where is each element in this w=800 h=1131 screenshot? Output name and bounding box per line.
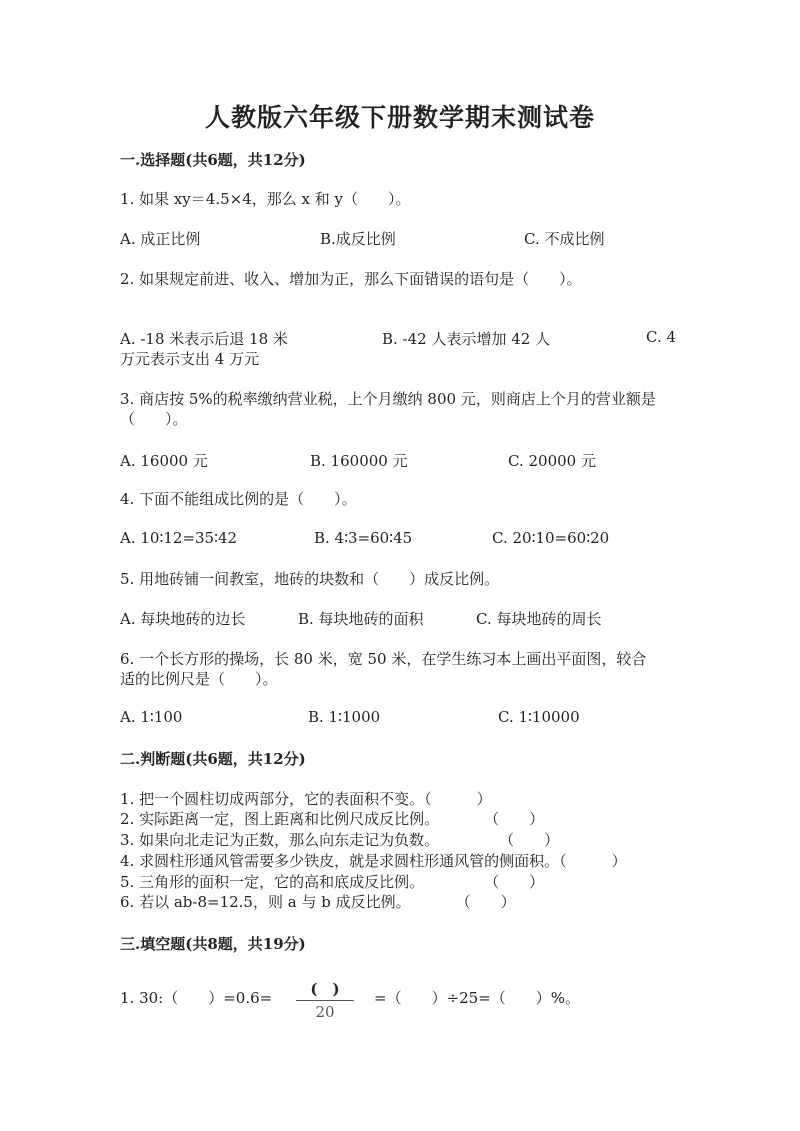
q2-option-b: B. -42 人表示增加 42 人 bbox=[382, 330, 551, 348]
q1-option-a: A. 成正比例 bbox=[120, 230, 201, 248]
tf-item-4: 4. 求圆柱形通风管需要多少铁皮，就是求圆柱形通风管的侧面积。（ ） bbox=[120, 852, 627, 870]
tf-item-1: 1. 把一个圆柱切成两部分，它的表面积不变。（ ） bbox=[120, 790, 492, 808]
section-heading-fill-blank: 三.填空题(共8题，共19分) bbox=[120, 935, 306, 953]
q6-option-c: C. 1∶10000 bbox=[498, 708, 580, 726]
q4-option-c: C. 20∶10=60∶20 bbox=[492, 529, 610, 547]
q3-option-b: B. 160000 元 bbox=[310, 452, 408, 470]
q1-option-c: C. 不成比例 bbox=[524, 230, 605, 248]
question-4: 4. 下面不能组成比例的是（ ）。 bbox=[120, 490, 357, 508]
question-6: 6. 一个长方形的操场，长 80 米，宽 50 米，在学生练习本上画出平面图，较合 bbox=[120, 650, 647, 668]
q1-option-b: B.成反比例 bbox=[320, 230, 396, 248]
q5-option-c: C. 每块地砖的周长 bbox=[476, 610, 602, 628]
tf-item-3: 3. 如果向北走记为正数，那么向东走记为负数。 （ ） bbox=[120, 831, 560, 849]
q2-option-c-continuation: 万元表示支出 4 万元 bbox=[120, 350, 260, 368]
q6-option-b: B. 1∶1000 bbox=[308, 708, 381, 726]
q6-option-a: A. 1∶100 bbox=[120, 708, 183, 726]
q4-option-b: B. 4∶3=60∶45 bbox=[314, 529, 413, 547]
q3-option-a: A. 16000 元 bbox=[120, 452, 208, 470]
section-heading-true-false: 二.判断题(共6题，共12分) bbox=[120, 750, 306, 768]
question-3: 3. 商店按 5%的税率缴纳营业税，上个月缴纳 800 元，则商店上个月的营业额是 bbox=[120, 390, 656, 408]
q5-option-b: B. 每块地砖的面积 bbox=[298, 610, 424, 628]
q2-option-c: C. 4 bbox=[646, 328, 677, 346]
q2-option-a: A. -18 米表示后退 18 米 bbox=[120, 330, 288, 348]
tf-item-6: 6. 若以 ab-8=12.5，则 a 与 b 成反比例。 （ ） bbox=[120, 893, 516, 911]
question-1: 1. 如果 xy＝4.5×4，那么 x 和 y（ ）。 bbox=[120, 190, 411, 208]
page-title: 人教版六年级下册数学期末测试卷 bbox=[204, 103, 595, 132]
fill-q1-fraction bbox=[296, 978, 354, 1021]
question-3-line2: （ ）。 bbox=[120, 410, 188, 428]
question-6-line2: 适的比例尺是（ ）。 bbox=[120, 670, 278, 688]
question-2: 2. 如果规定前进、收入、增加为正，那么下面错误的语句是（ ）。 bbox=[120, 270, 582, 288]
section-heading-choice: 一.选择题(共6题，共12分) bbox=[120, 151, 306, 169]
fill-q1-right: =（ ）÷25=（ ）%。 bbox=[374, 989, 581, 1007]
q5-option-a: A. 每块地砖的边长 bbox=[120, 610, 246, 628]
fraction-numerator: ( ) bbox=[310, 980, 340, 998]
fraction-denominator: 20 bbox=[315, 1003, 335, 1021]
q4-option-a: A. 10∶12=35∶42 bbox=[120, 529, 238, 547]
fill-q1-left: 1. 30:（ ）=0.6= bbox=[120, 989, 273, 1007]
question-5: 5. 用地砖铺一间教室，地砖的块数和（ ）成反比例。 bbox=[120, 570, 500, 588]
fraction-bar bbox=[296, 1000, 354, 1001]
tf-item-5: 5. 三角形的面积一定，它的高和底成反比例。 （ ） bbox=[120, 873, 545, 891]
tf-item-2: 2. 实际距离一定，图上距离和比例尺成反比例。 （ ） bbox=[120, 810, 545, 828]
q3-option-c: C. 20000 元 bbox=[508, 452, 596, 470]
